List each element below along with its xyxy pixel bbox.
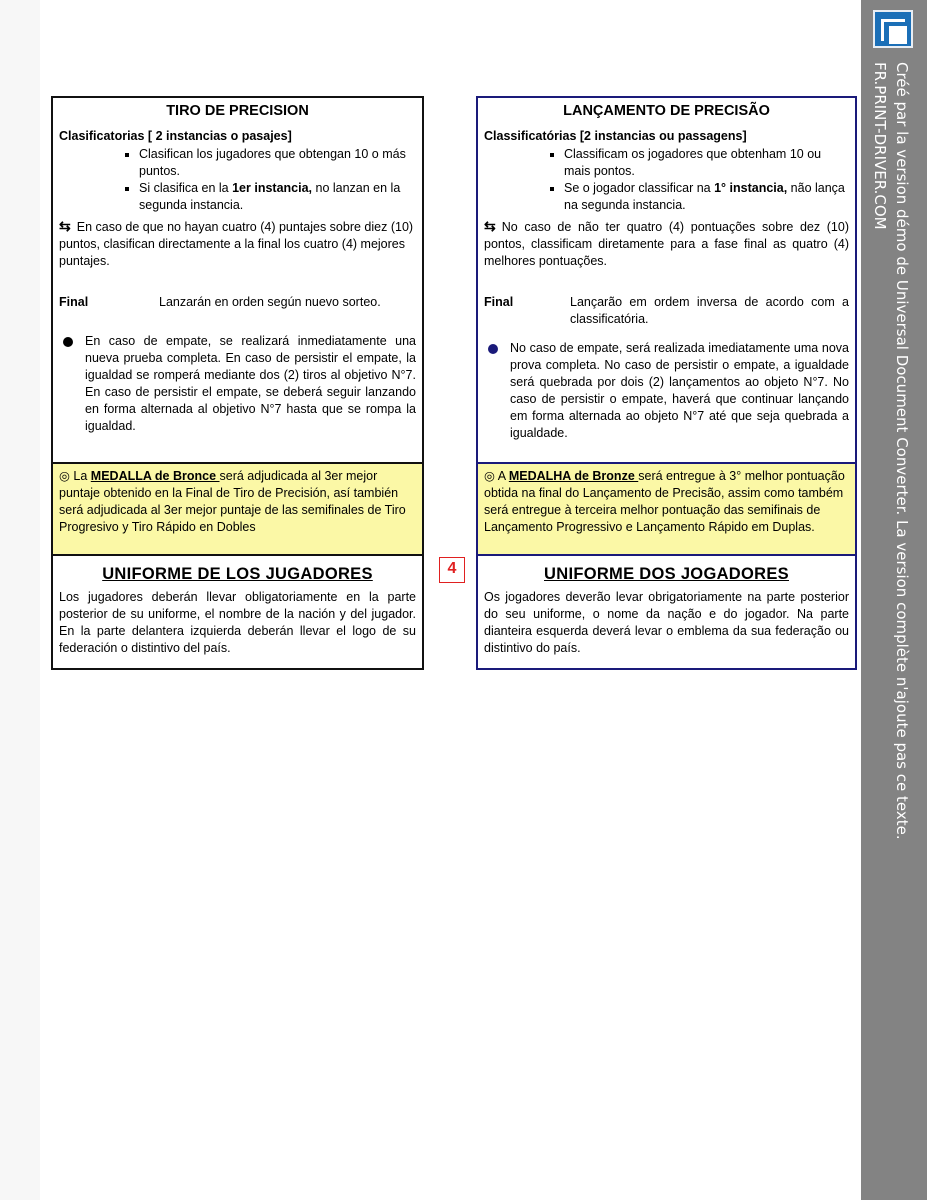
- bullet-dot-icon: [488, 344, 498, 354]
- udc-logo-icon: [873, 10, 913, 48]
- right-column: [476, 96, 857, 670]
- demo-watermark-bar: [861, 0, 927, 1200]
- right-main-section: [478, 98, 855, 462]
- right-empate-row: [484, 340, 849, 442]
- swap-arrows-icon: ⇆: [59, 218, 71, 234]
- list-item: ▪ Si clasifica en la 1er instancia, no lanzan en la segunda instancia.: [139, 180, 416, 214]
- left-classif-heading: Clasificatorias [ 2 instancias o pasajes]: [59, 129, 292, 143]
- medal-name: MEDALHA de Bronze: [508, 469, 639, 483]
- final-label: Final: [59, 295, 89, 309]
- page-number-badge: 4: [439, 557, 465, 583]
- left-main-section: [53, 98, 422, 462]
- left-uniform-title: UNIFORME DE LOS JUGADORES: [102, 565, 373, 583]
- left-final-row: [59, 294, 416, 311]
- medal-name: MEDALLA de Bronce: [90, 469, 220, 483]
- watermark-text: [869, 62, 913, 840]
- right-uniform-text: Os jogadores deverão levar obrigatoriamente na parte posterior do seu uniforme, o nome da nação e do jogador. Na parte dianteira esquerda deverá levar o emblema da sua federação ou distintivo do país.: [484, 590, 849, 655]
- right-medal-section: ◎ A MEDALHA de Bronze será entregue à 3° melhor pontuação obtida na final do Lançamento de Precisão, assim como também será entregue à terceira melhor pontuação das semifinais de Lançamento Progressivo e Lançamento Rápido em Duplas.: [478, 462, 855, 554]
- left-classif-list: [59, 146, 416, 214]
- left-column: [51, 96, 424, 670]
- left-title: TIRO DE PRECISION: [166, 103, 309, 119]
- right-final-row: [484, 294, 849, 328]
- list-item: ▪ Clasifican los jugadores que obtengan 10 o más puntos.: [139, 146, 416, 180]
- final-label: Final: [484, 295, 514, 309]
- list-item: ▪ Se o jogador classificar na 1° instancia, não lança na segunda instancia.: [564, 180, 849, 214]
- right-classif-list: [484, 146, 849, 214]
- medal-icon: ◎: [59, 469, 70, 483]
- left-empate-row: [59, 333, 416, 435]
- medal-icon: ◎: [484, 469, 495, 483]
- right-uniform-title: UNIFORME DOS JOGADORES: [544, 565, 789, 583]
- bullet-dot-icon: [63, 337, 73, 347]
- page-left-edge: [0, 0, 40, 1200]
- right-title: LANÇAMENTO DE PRECISÃO: [563, 103, 770, 119]
- swap-arrows-icon: ⇆: [484, 218, 496, 234]
- final-text: Lanzarán en orden según nuevo sorteo.: [159, 295, 381, 309]
- left-tie-paragraph: ⇆ En caso de que no hayan cuatro (4) puntajes sobre diez (10) puntos, clasifican directamente a la final los cuatro (4) mejores puntajes.: [59, 218, 414, 268]
- right-tie-paragraph: ⇆ No caso de não ter quatro (4) pontuações sobre dez (10) pontos, classificam diretamente para a fase final as quatro (4) melhores pontuações.: [484, 218, 849, 268]
- right-classif-heading: Classificatórias [2 instancias ou passagens]: [484, 129, 747, 143]
- right-uniform-section: [478, 554, 855, 661]
- watermark-line: FR.PRINT-DRIVER.COM: [871, 62, 889, 230]
- left-medal-section: ◎ La MEDALLA de Bronce será adjudicada al 3er mejor puntaje obtenido en la Final de Tiro de Precisión, así también será adjudicada al 3er mejor puntaje de las semifinales de Tiro Progresivo y Tiro Rápido en Dobles: [53, 462, 422, 554]
- empate-text: En caso de empate, se realizará inmediatamente una nueva prueba completa. En caso de persistir el empate, la igualdad se romperá mediante dos (2) tiros al objetivo N°7. En caso de persistir el empate, se deberá seguir lanzando en forma alternada al objetivo N°7 hasta que se rompa la igualdad.: [85, 334, 416, 433]
- list-item: ▪ Classificam os jogadores que obtenham 10 ou mais pontos.: [564, 146, 849, 180]
- left-uniform-text: Los jugadores deberán llevar obligatoriamente en la parte posterior de su uniforme, el nombre de la nación y del jugador. En la parte delantera izquierda deberán llevar el logo de su federación o distintivo del país.: [59, 590, 416, 655]
- left-uniform-section: [53, 554, 422, 661]
- watermark-line: Créé par la version démo de Universal Document Converter. La version complète n'ajoute pas ce texte.: [893, 62, 911, 840]
- final-text: Lançarão em ordem inversa de acordo com a classificatória.: [570, 295, 849, 326]
- empate-text: No caso de empate, será realizada imediatamente uma nova prova completa. No caso de persistir o empate, a igualdade será quebrada por dois (2) lançamentos ao objeto N°7. No caso de persistir o empate, haverá que continuar lançando em forma alternada ao objeto N°7 até que seja quebrada a igualdade.: [510, 341, 849, 440]
